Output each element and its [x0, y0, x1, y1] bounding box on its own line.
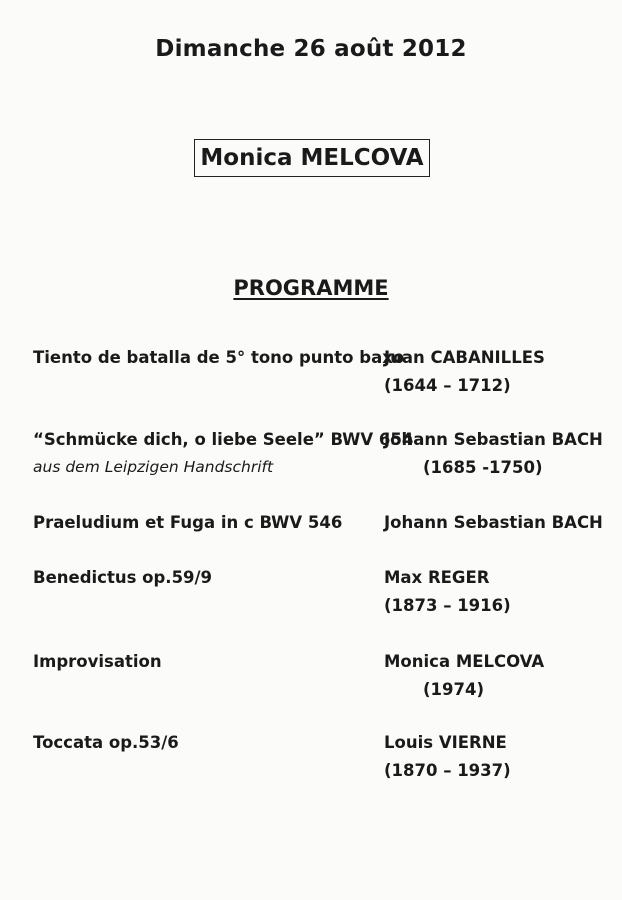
composer-name: Max REGER — [384, 568, 490, 587]
programme-heading: PROGRAMME — [233, 276, 389, 300]
composer-name: Johann Sebastian BACH — [384, 513, 603, 532]
work-title: Toccata op.53/6 — [33, 733, 179, 752]
composer-dates: (1870 – 1937) — [384, 761, 511, 780]
work-title: Benedictus op.59/9 — [33, 568, 213, 587]
composer-dates: (1644 – 1712) — [384, 376, 511, 395]
concert-date: Dimanche 26 août 2012 — [155, 36, 467, 62]
composer-name: Louis VIERNE — [384, 733, 507, 752]
work-title: Tiento de batalla de 5° tono punto baxo — [33, 348, 405, 367]
composer-name: Juan CABANILLES — [384, 348, 545, 367]
performer-name-box: Monica MELCOVA — [194, 139, 430, 177]
composer-name: Johann Sebastian BACH — [384, 430, 603, 449]
work-title: Improvisation — [33, 652, 162, 671]
work-subtitle: aus dem Leipzigen Handschrift — [33, 458, 274, 476]
composer-dates: (1685 -1750) — [423, 458, 543, 477]
composer-dates: (1974) — [423, 680, 485, 699]
composer-name: Monica MELCOVA — [384, 652, 545, 671]
work-title: Praeludium et Fuga in c BWV 546 — [33, 513, 343, 532]
composer-dates: (1873 – 1916) — [384, 596, 511, 615]
work-title: “Schmücke dich, o liebe Seele” BWV 654 — [33, 430, 414, 449]
